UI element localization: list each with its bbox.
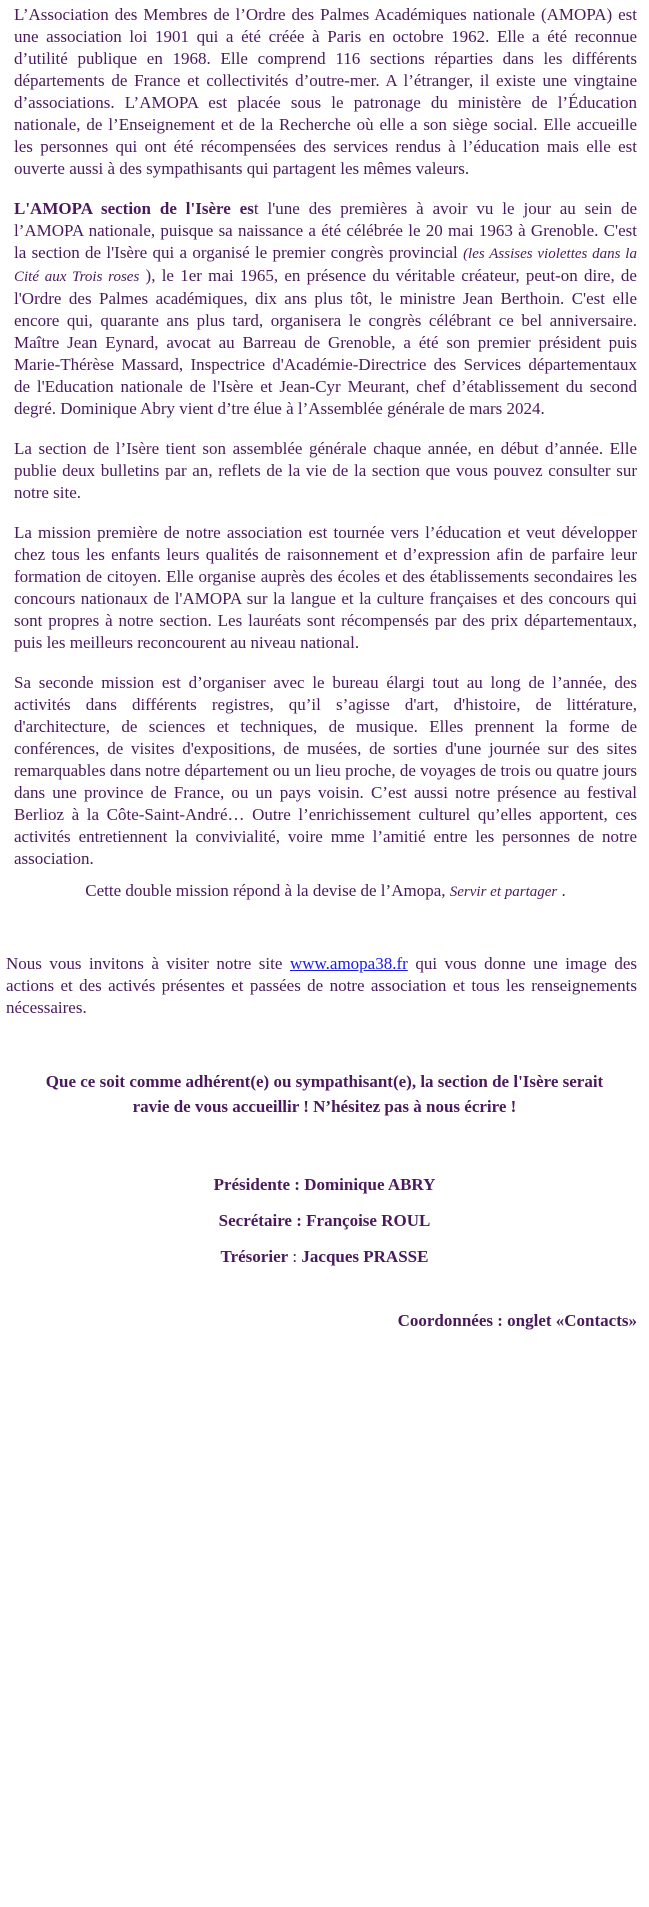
officers-block: [6, 1167, 643, 1275]
assembly-paragraph: La section de l’Isère tient son assemblée générale chaque année, en début d’année. Elle publie deux bulletins par an, reflets de la vie de la section que vous pouvez consulter sur notre site.: [14, 439, 637, 502]
motto-end: .: [557, 881, 566, 900]
second-mission-paragraph: Sa seconde mission est d’organiser avec le bureau élargi tout au long de l’année, des activités dans différents registres, qu’il s’agisse d'art, d'histoire, de littérature, d'architecture, de sciences et techniques, de musique. Elles prennent la forme de conférences, de visites d'expositions, de musées, de sorties d'une journée sur des sites remarquables dans notre département ou un lieu proche, de voyages de trois ou quatre jours dans une province de France, ou un pays voisin. C’est aussi notre présence au festival Berlioz à la Côte-Saint-André… Outre l’enrichissement culturel qu’elles apportent, ces activités entretiennent la convivialité, voire mme l’amitié entre les personnes de notre association.: [14, 673, 637, 868]
contacts-line: Coordonnées : onglet «Contacts»: [397, 1311, 637, 1330]
invitation-text: Que ce soit comme adhérent(e) ou sympathisant(e), la section de l'Isère serait ravie de vous accueillir ! N’hésitez pas à nous écrire !: [45, 1072, 604, 1116]
motto-paragraph: [6, 880, 643, 903]
motto-text: Servir et partager: [449, 884, 558, 900]
intro-paragraph: L’Association des Membres de l’Ordre des Palmes Académiques nationale (AMOPA) est une association loi 1901 qui a été créée à Paris en octobre 1962. Elle a été reconnue d’utilité publique en 1968. Elle comprend 116 sections réparties dans les différents départements de France et collectivités d’outre-mer. A l’étranger, il existe une vingtaine d’associations. L’AMOPA est placée sous le patronage du ministère de l’Éducation nationale, de l’Enseignement et de la Recherche où elle a son siège social. Elle accueille les personnes qui ont été récompensées des services rendus à l’éducation mais elle est ouverte aussi à des sympathisants qui partagent les mêmes valeurs.: [14, 5, 637, 178]
website-link[interactable]: www.amopa38.fr: [289, 954, 408, 973]
treasurer-label: Trésorier: [220, 1247, 289, 1266]
treasurer-line: [6, 1239, 643, 1275]
section-history-paragraph: [6, 198, 643, 420]
president-line: Présidente : Dominique ABRY: [213, 1175, 436, 1194]
secretary-line: Secrétaire : Françoise ROUL: [218, 1211, 431, 1230]
history-text-a: t l'une des premières à avoir vu le jour au sein de l’AMOPA nationale, puisque sa naissance a été célébrée le 20 mai 1963 à Grenoble. C'est la section de l'Isère qui a organisé le premier congrès provincial: [14, 199, 637, 262]
history-italic: (les Assises violettes dans la Cité aux Trois roses: [14, 246, 637, 285]
visit-paragraph: [6, 953, 643, 1019]
history-text-b: ), le 1er mai 1965, en présence du véritable créateur, peut-on dire, de l'Ordre des Palmes académiques, dix ans plus tôt, le ministre Jean Berthoin. C'est elle encore qui, quarante ans plus tard, organisera le congrès célébrant ce bel anniversaire. Maître Jean Eynard, avocat au Barreau de Grenoble, a été son premier président puis Marie-Thérèse Massard, Inspectrice d'Académie-Directrice des Services départementaux de l'Education nationale de l'Isère et Jean-Cyr Meurant, chef d’établissement du second degré. Dominique Abry vient d’tre élue à l’Assemblée générale de mars 2024.: [14, 266, 637, 418]
treasurer-name: Jacques PRASSE: [301, 1247, 429, 1266]
treasurer-separator: :: [288, 1247, 302, 1266]
visit-after: qui vous donne une image des actions et des activés présentes et passées de notre association et tous les renseignements nécessaires.: [6, 954, 637, 1017]
section-title-bold: L'AMOPA section de l'Isère es: [14, 199, 254, 218]
first-mission-paragraph: La mission première de notre association est tournée vers l’éducation et veut développer chez tous les enfants leurs qualités de raisonnement et d’expression afin de parfaire leur formation de citoyen. Elle organise auprès des écoles et des établissements secondaires les concours nationaux de l'AMOPA sur la langue et la culture françaises et des concours qui sont propres à notre section. Les lauréats sont récompensés par des prix départementaux, puis les meilleurs reconcourent au niveau national.: [14, 523, 637, 652]
visit-before: Nous vous invitons à visiter notre site: [6, 954, 290, 973]
motto-lead: Cette double mission répond à la devise de l’Amopa,: [85, 881, 450, 900]
